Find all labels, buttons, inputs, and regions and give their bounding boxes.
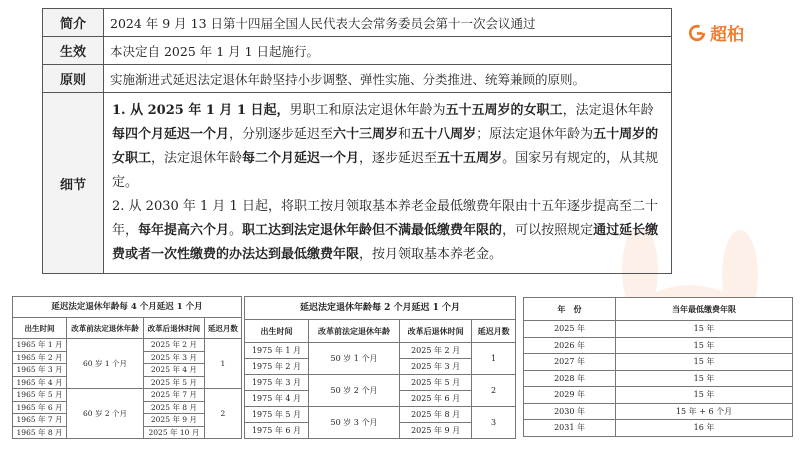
table-title-row (245, 297, 516, 320)
table-row (524, 354, 793, 371)
detail-paragraph (112, 195, 663, 267)
min-contribution-table (523, 297, 793, 437)
retire-cell: 2025 年 9 月 (143, 414, 204, 427)
brand-name: 超桕 (710, 25, 744, 45)
text-segment: ，可以按照规定 (502, 223, 594, 238)
text-segment: 和 (398, 127, 412, 142)
text-segment: ，分别逐步延迟至 (229, 127, 334, 142)
table-header-row (13, 318, 242, 339)
detail-paragraph (112, 99, 663, 195)
column-header: 出生时间 (245, 320, 309, 343)
retire-cell: 2025 年 10 月 (143, 426, 204, 439)
row-text: 实施渐进式延迟法定退休年龄坚持小步调整、弹性实施、分类推进、统筹兼顾的原则。 (104, 65, 672, 93)
year-cell: 2028 年 (524, 370, 616, 387)
retire-cell: 2025 年 5 月 (400, 375, 472, 391)
birth-cell: 1975 年 5 月 (245, 407, 309, 423)
bold-text: 职工达到法定退休年龄但不满最低缴费年限的 (242, 223, 503, 238)
retire-cell: 2025 年 4 月 (143, 364, 204, 377)
birth-cell: 1965 年 2 月 (13, 351, 67, 364)
summary-row (43, 65, 672, 93)
detail-text (104, 93, 672, 274)
row-label: 生效 (43, 37, 104, 65)
delay-cell: 1 (204, 339, 241, 389)
birth-cell: 1975 年 2 月 (245, 359, 309, 375)
orig-age-cell: 50 岁 3 个月 (308, 407, 399, 439)
row-label: 细节 (43, 93, 104, 274)
retire-cell: 2025 年 3 月 (143, 351, 204, 364)
row-text: 本决定自 2025 年 1 月 1 日起施行。 (104, 37, 672, 65)
bold-text: 六十三周岁 (333, 127, 399, 142)
birth-cell: 1965 年 8 月 (13, 426, 67, 439)
delay-cell: 3 (472, 407, 516, 439)
retire-cell: 2025 年 5 月 (143, 376, 204, 389)
min-years-cell: 16 年 (616, 420, 793, 437)
delay-cell: 2 (472, 375, 516, 407)
text-segment: ，逐步延迟至 (359, 151, 438, 166)
text-segment: 男职工和原法定退休年龄为 (289, 103, 446, 118)
column-header: 改革后退休时间 (400, 320, 472, 343)
orig-age-cell: 60 岁 1 个月 (67, 339, 144, 389)
policy-summary-table (42, 8, 672, 274)
row-label: 原则 (43, 65, 104, 93)
summary-row (43, 9, 672, 37)
column-header: 改革后退休时间 (143, 318, 204, 339)
year-cell: 2030 年 (524, 403, 616, 420)
min-years-cell: 15 年 + 6 个月 (616, 403, 793, 420)
column-header: 改革前法定退休年龄 (308, 320, 399, 343)
table-header-row (524, 298, 793, 321)
table-row (524, 337, 793, 354)
retire-cell: 2025 年 8 月 (143, 401, 204, 414)
summary-row (43, 37, 672, 65)
bold-text: 五十五周岁 (437, 151, 503, 166)
text-segment: ；原法定退休年龄为 (476, 127, 594, 142)
retire-cell: 2025 年 9 月 (400, 423, 472, 439)
column-header: 延迟月数 (472, 320, 516, 343)
table-title: 延迟法定退休年龄每 4 个月延迟 1 个月 (13, 297, 242, 318)
birth-cell: 1965 年 1 月 (13, 339, 67, 352)
delay-table-4-month (12, 296, 242, 439)
column-header: 年 份 (524, 298, 616, 321)
text-segment: ，按月领取基本养老金。 (359, 247, 503, 262)
min-years-cell: 15 年 (616, 321, 793, 338)
retire-cell: 2025 年 6 月 (400, 391, 472, 407)
column-header: 改革前法定退休年龄 (67, 318, 144, 339)
table-title: 延迟法定退休年龄每 2 个月延迟 1 个月 (245, 297, 516, 320)
bold-text: 每年提高六个月 (138, 223, 230, 238)
table-title-row (13, 297, 242, 318)
text-segment: ，法定退休年龄 (562, 103, 654, 118)
column-header: 当年最低缴费年限 (616, 298, 793, 321)
table-row (524, 403, 793, 420)
detail-row (43, 93, 672, 274)
orig-age-cell: 50 岁 1 个月 (308, 343, 399, 375)
birth-cell: 1965 年 4 月 (13, 376, 67, 389)
row-text: 2024 年 9 月 13 日第十四届全国人民代表大会常务委员会第十一次会议通过 (104, 9, 672, 37)
birth-cell: 1965 年 3 月 (13, 364, 67, 377)
year-cell: 2026 年 (524, 337, 616, 354)
delay-table-2-month (244, 296, 516, 439)
table-row (524, 420, 793, 437)
table-header-row (245, 320, 516, 343)
delay-cell: 1 (472, 343, 516, 375)
bold-text: 每二个月延迟一个月 (242, 151, 360, 166)
year-cell: 2025 年 (524, 321, 616, 338)
text-segment: 。国家另有规定的，从其规定。 (112, 151, 659, 190)
birth-cell: 1965 年 7 月 (13, 414, 67, 427)
bold-text: 五十八周岁 (411, 127, 477, 142)
birth-cell: 1975 年 6 月 (245, 423, 309, 439)
table-row (524, 387, 793, 404)
birth-cell: 1975 年 1 月 (245, 343, 309, 359)
column-header: 延迟月数 (204, 318, 241, 339)
table-row (245, 407, 516, 423)
min-years-cell: 15 年 (616, 354, 793, 371)
orig-age-cell: 50 岁 2 个月 (308, 375, 399, 407)
bold-text: 通过延长缴费或者一次性缴费的办法达到最低缴费年限 (112, 223, 659, 262)
bold-text: 五十周岁的女职工 (112, 127, 659, 166)
text-segment: 2. 从 2030 年 1 月 1 日起，将职工按月领取基本养老金最低缴费年限由十五年逐步提高至二十年， (112, 199, 658, 238)
text-segment: ，法定退休年龄 (151, 151, 243, 166)
orig-age-cell: 60 岁 2 个月 (67, 389, 144, 439)
year-cell: 2029 年 (524, 387, 616, 404)
g-logo-icon (688, 24, 706, 42)
min-years-cell: 15 年 (616, 370, 793, 387)
table-row (524, 321, 793, 338)
retire-cell: 2025 年 2 月 (143, 339, 204, 352)
birth-cell: 1965 年 6 月 (13, 401, 67, 414)
year-cell: 2027 年 (524, 354, 616, 371)
brand-logo (688, 20, 744, 45)
table-row (245, 343, 516, 359)
birth-cell: 1975 年 4 月 (245, 391, 309, 407)
row-label: 简介 (43, 9, 104, 37)
bold-text: 五十五周岁的女职工 (445, 103, 563, 118)
birth-cell: 1975 年 3 月 (245, 375, 309, 391)
table-row (524, 370, 793, 387)
retire-cell: 2025 年 7 月 (143, 389, 204, 402)
column-header: 出生时间 (13, 318, 67, 339)
min-years-cell: 15 年 (616, 387, 793, 404)
bold-text: 1. 从 2025 年 1 月 1 日起， (112, 103, 290, 118)
table-row (245, 375, 516, 391)
retire-cell: 2025 年 8 月 (400, 407, 472, 423)
retire-cell: 2025 年 2 月 (400, 343, 472, 359)
bold-text: 每四个月延迟一个月 (112, 127, 230, 142)
delay-cell: 2 (204, 389, 241, 439)
year-cell: 2031 年 (524, 420, 616, 437)
birth-cell: 1965 年 5 月 (13, 389, 67, 402)
retire-cell: 2025 年 3 月 (400, 359, 472, 375)
table-row (13, 389, 242, 402)
text-segment: 。 (229, 223, 243, 238)
min-years-cell: 15 年 (616, 337, 793, 354)
table-row (13, 339, 242, 352)
